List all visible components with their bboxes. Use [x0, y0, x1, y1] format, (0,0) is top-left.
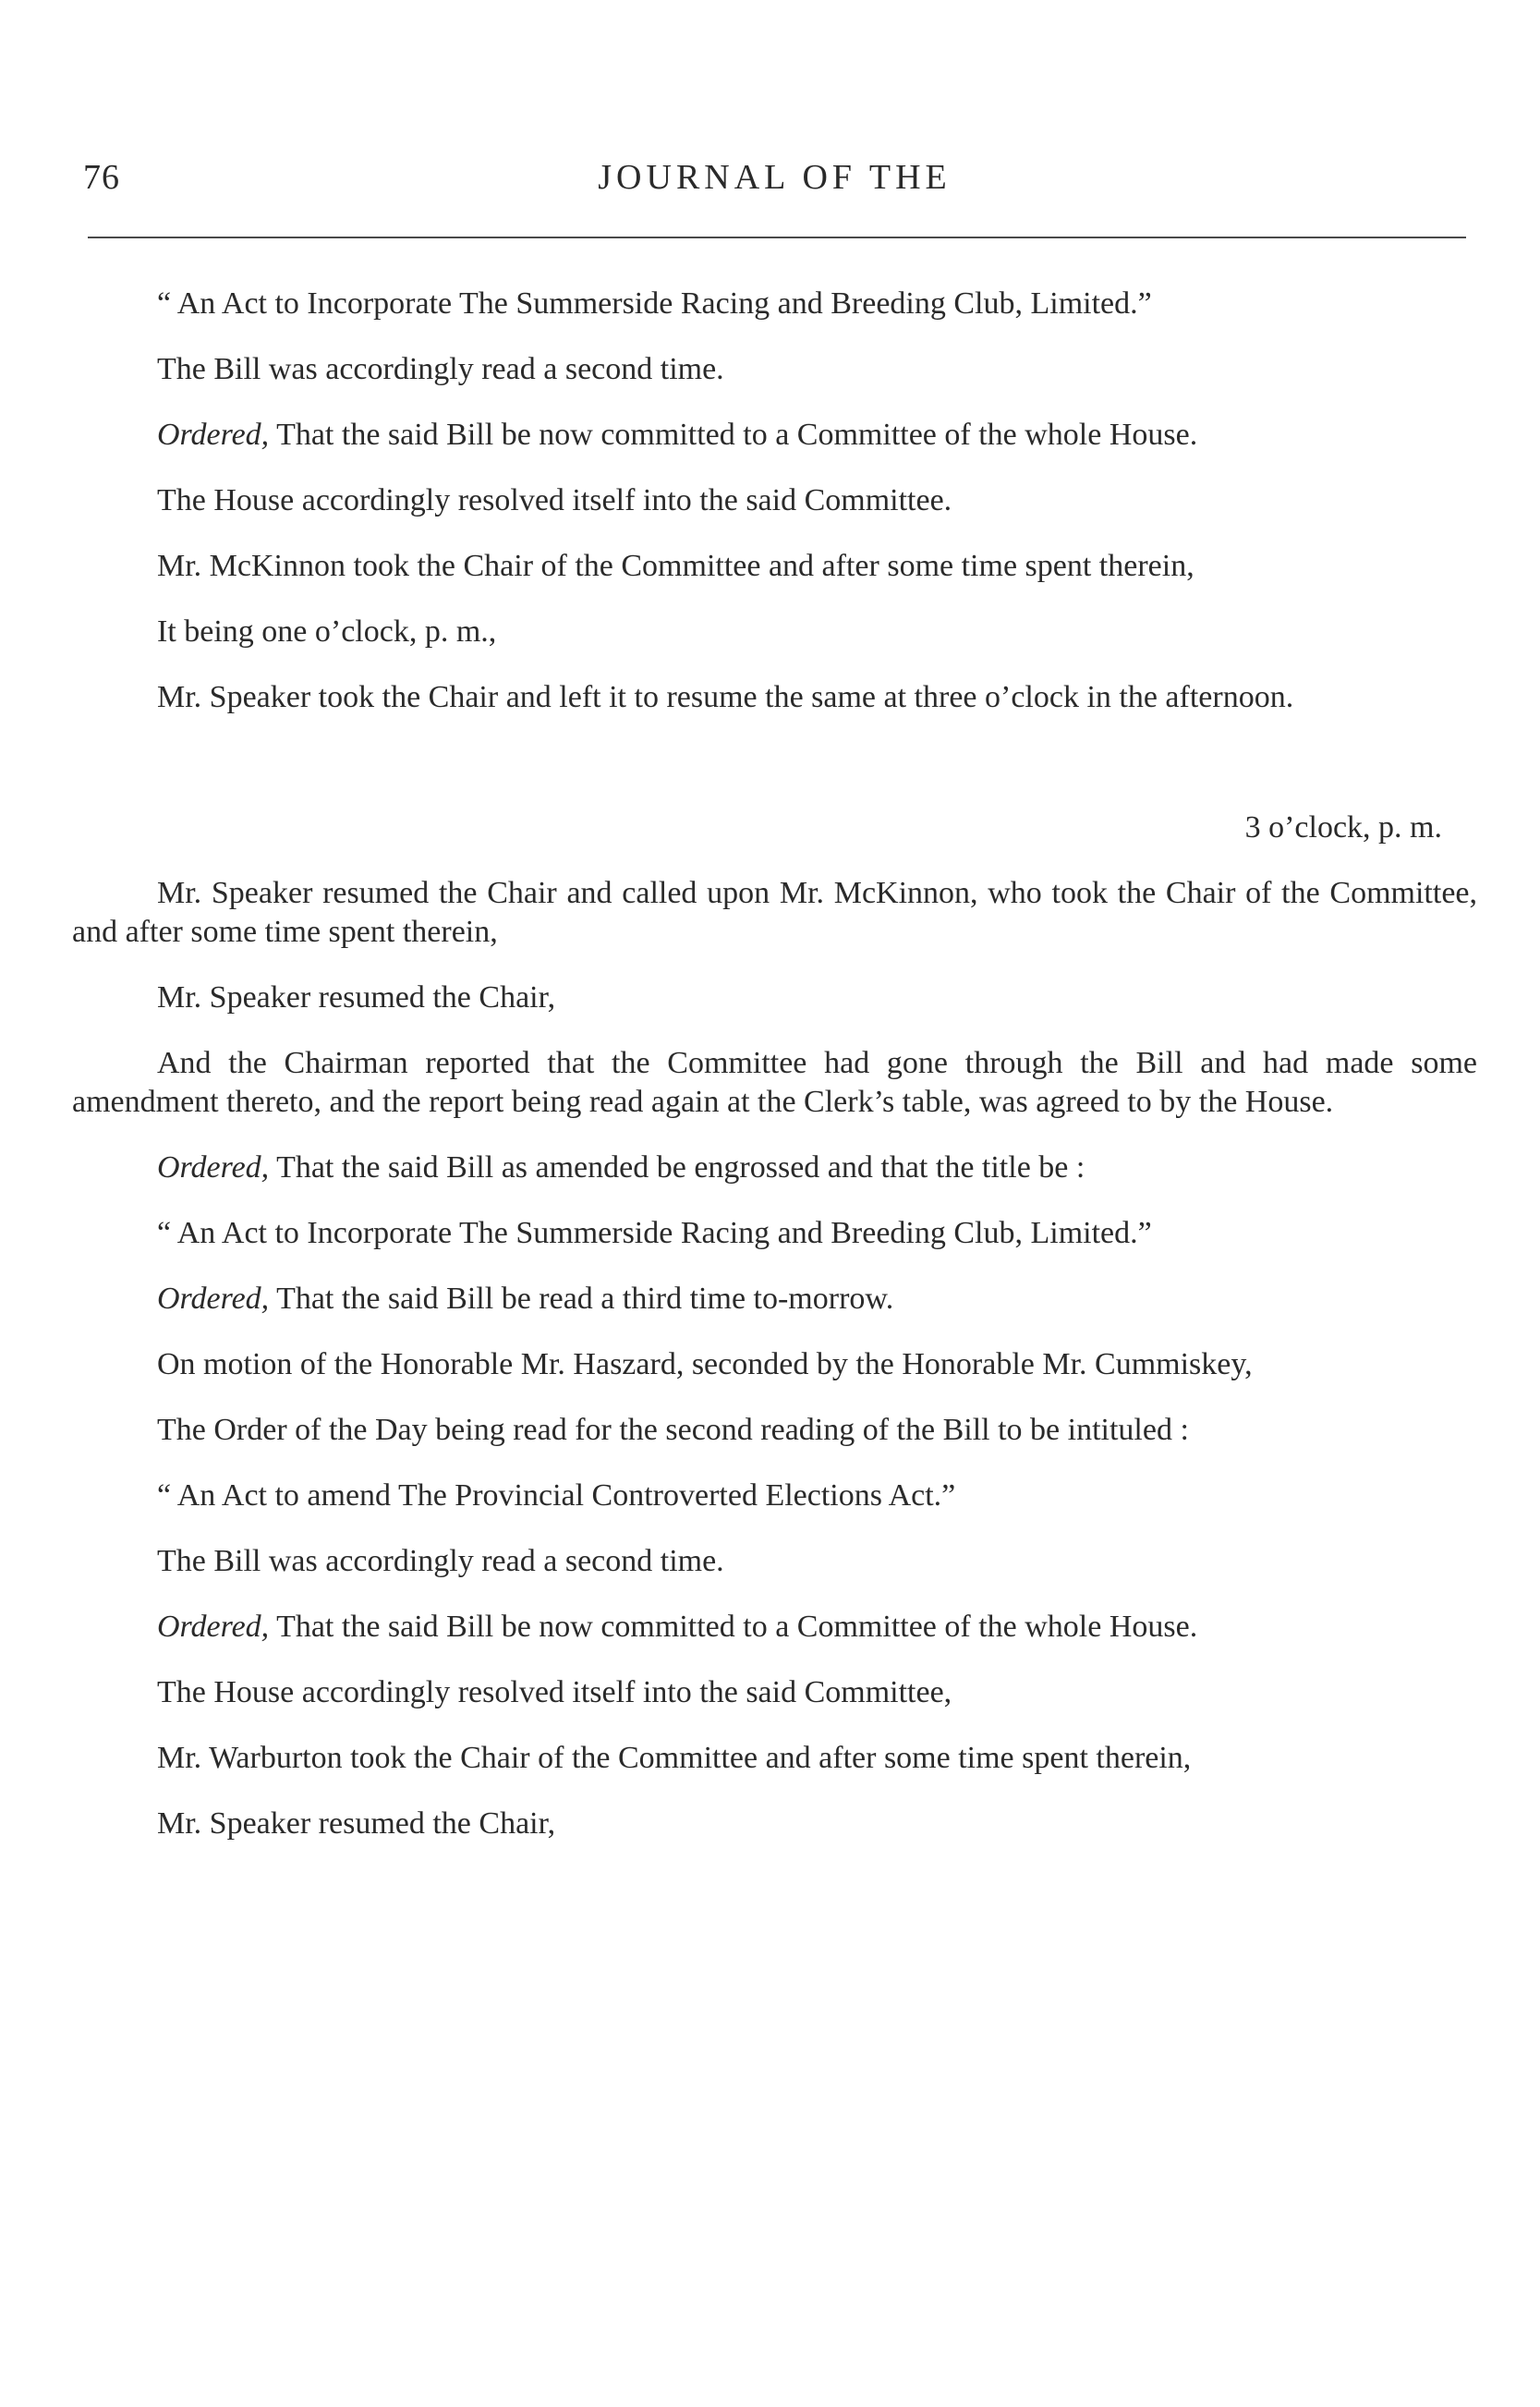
- page-number: 76: [83, 158, 120, 197]
- paragraph: It being one o’clock, p. m.,: [157, 614, 497, 649]
- paragraph: The House accordingly resolved itself into the said Committee.: [157, 483, 952, 517]
- paragraph: “ An Act to amend The Provincial Controverted Elections Act.”: [157, 1478, 956, 1513]
- paragraph: Ordered, That the said Bill be now committed to a Committee of the whole House.: [157, 418, 1198, 452]
- paragraph: “ An Act to Incorporate The Summerside Racing and Breeding Club, Limited.”: [157, 286, 1152, 321]
- time-heading: 3 o’clock, p. m.: [1244, 810, 1442, 845]
- paragraph: Mr. Speaker resumed the Chair,: [157, 980, 556, 1015]
- running-head: JOURNAL OF THE: [598, 158, 952, 197]
- paragraph: Mr. Speaker resumed the Chair,: [157, 1806, 556, 1841]
- paragraph: Mr. Warburton took the Chair of the Committee and after some time spent therein,: [157, 1741, 1192, 1775]
- paragraph: The Bill was accordingly read a second time.: [157, 352, 724, 386]
- paragraph: The Bill was accordingly read a second time.: [157, 1544, 724, 1578]
- page-header: [83, 157, 1466, 213]
- paragraph: Ordered, That the said Bill be now committed to a Committee of the whole House.: [157, 1610, 1198, 1644]
- paragraph: Mr. Speaker took the Chair and left it to resume the same at three o’clock in the afternoon.: [157, 680, 1294, 714]
- journal-body: [72, 285, 1477, 1870]
- paragraph: Ordered, That the said Bill as amended be engrossed and that the title be :: [157, 1150, 1085, 1185]
- paragraph: The House accordingly resolved itself into the said Committee,: [157, 1675, 952, 1709]
- paragraph: The Order of the Day being read for the second reading of the Bill to be intituled :: [157, 1413, 1189, 1447]
- paragraph: Mr. McKinnon took the Chair of the Committee and after some time spent therein,: [157, 549, 1194, 583]
- paragraph: “ An Act to Incorporate The Summerside Racing and Breeding Club, Limited.”: [157, 1216, 1152, 1250]
- header-rule: [88, 237, 1466, 238]
- paragraph: On motion of the Honorable Mr. Haszard, seconded by the Honorable Mr. Cummiskey,: [157, 1347, 1253, 1381]
- paragraph: And the Chairman reported that the Committee had gone through the Bill and had made some amendment thereto, and the report being read again at the Clerk’s table, was agreed to by the House.: [72, 1046, 1477, 1119]
- paragraph: Mr. Speaker resumed the Chair and called upon Mr. McKinnon, who took the Chair of the Committee, and after some time spent therein,: [72, 876, 1477, 949]
- paragraph: Ordered, That the said Bill be read a third time to-morrow.: [157, 1282, 894, 1316]
